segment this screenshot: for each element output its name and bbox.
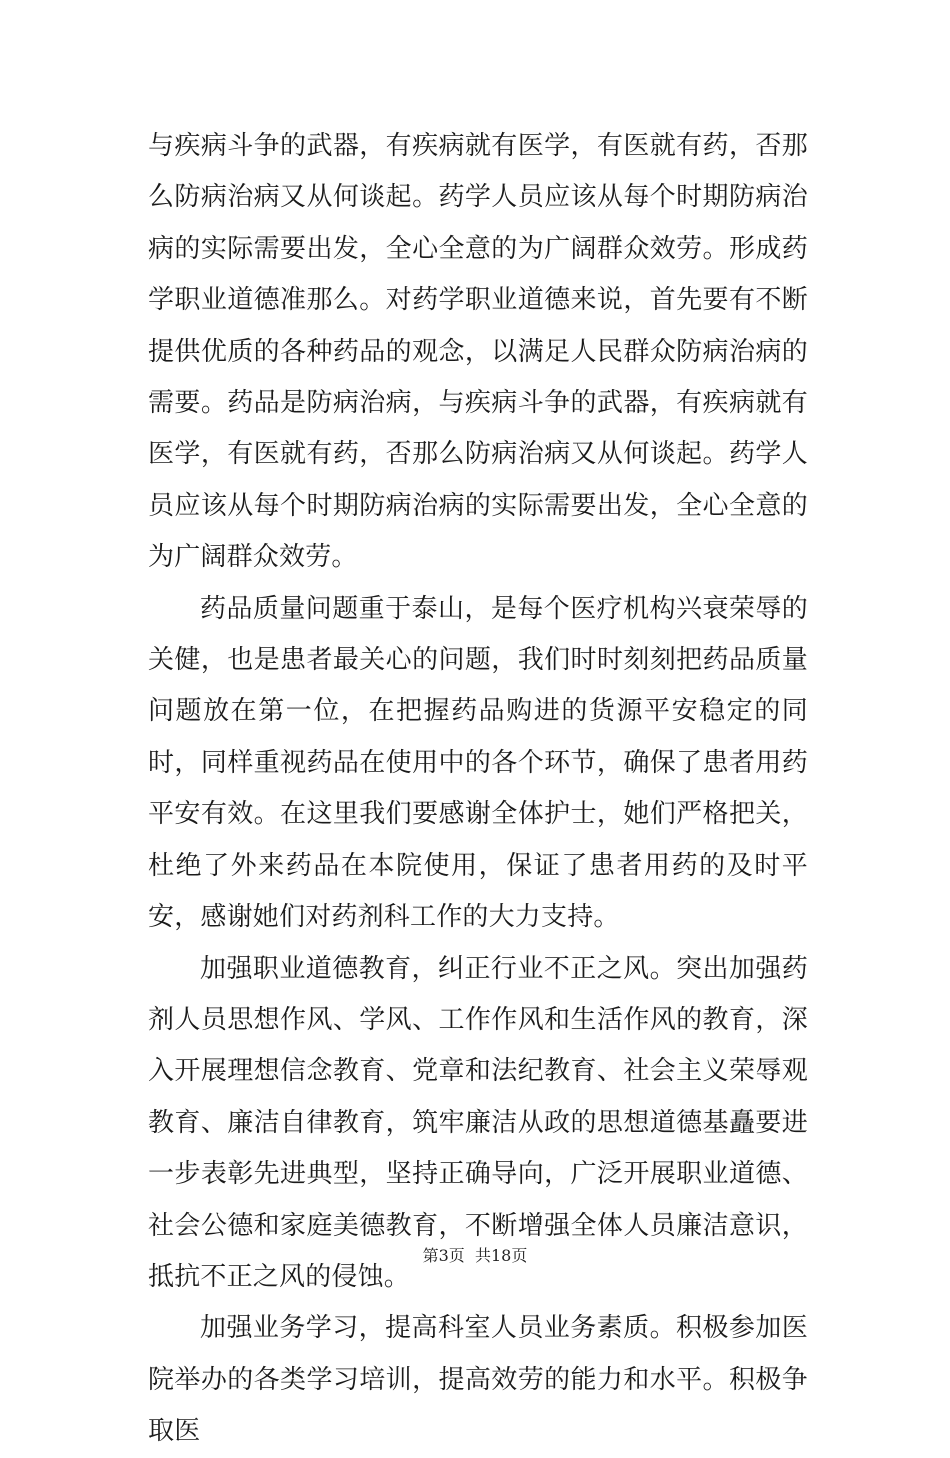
paragraph-3: 加强职业道德教育，纠正行业不正之风。突出加强药剂人员思想作风、学风、工作作风和生活作风的教育，深入开展理想信念教育、党章和法纪教育、社会主义荣辱观教育、廉洁自律教育，筑牢廉洁从政的思想道德基矗要进一步表彰先进典型，坚持正确导向，广泛开展职业道德、社会公德和家庭美德教育，不断增强全体人员廉洁意识，抵抗不正之风的侵蚀。 (148, 953, 808, 1292)
page-number: 第3页 (422, 1246, 465, 1265)
paragraph-4: 加强业务学习，提高科室人员业务素质。积极参加医院举办的各类学习培训，提高效劳的能力和水平。积极争取医 (148, 1313, 808, 1447)
paragraph-2: 药品质量问题重于泰山，是每个医疗机构兴衰荣辱的关健，也是患者最关心的问题，我们时时刻刻把药品质量问题放在第一位，在把握药品购进的货源平安稳定的同时，同样重视药品在使用中的各个环节，确保了患者用药平安有效。在这里我们要感谢全体护士，她们严格把关，杜绝了外来药品在本院使用，保证了患者用药的及时平安，感谢她们对药剂科工作的大力支持。 (148, 593, 808, 933)
total-pages: 共18页 (474, 1246, 528, 1265)
footer-separator (465, 1246, 475, 1265)
page-footer (0, 1243, 950, 1266)
paragraph-1: 与疾病斗争的武器，有疾病就有医学，有医就有药，否那么防病治病又从何谈起。药学人员应该从每个时期防病治病的实际需要出发，全心全意的为广阔群众效劳。形成药学职业道德准那么。对药学职业道德来说，首先要有不断提供优质的各种药品的观念，以满足人民群众防病治病的需要。药品是防病治病，与疾病斗争的武器，有疾病就有医学，有医就有药，否那么防病治病又从何谈起。药学人员应该从每个时期防病治病的实际需要出发，全心全意的为广阔群众效劳。 (148, 131, 808, 573)
